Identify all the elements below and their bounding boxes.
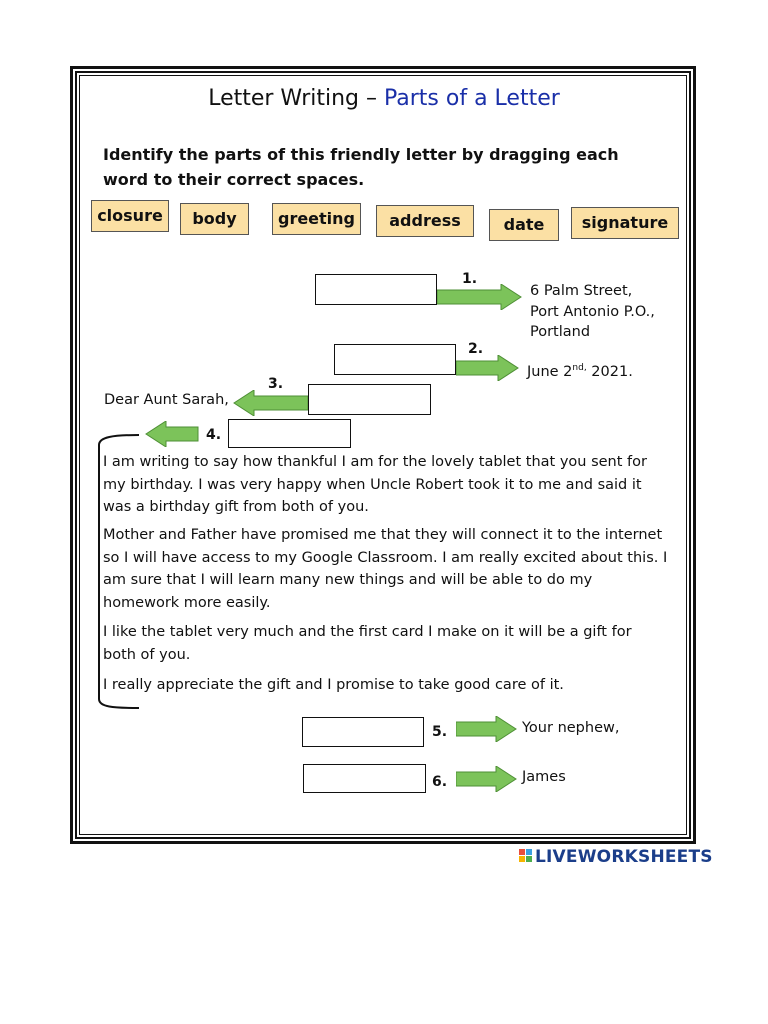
slot-number-5: 5. <box>432 724 448 740</box>
title-part-1: Letter Writing – <box>208 86 384 111</box>
logo-text: LIVEWORKSHEETS <box>535 847 713 867</box>
arrow-right-icon <box>456 355 520 381</box>
body-paragraph-2: Mother and Father have promised me that they will connect it to the internet so I will have access to my Google Classroom. I am really excited about this. I am sure that I will learn many new things and will be able to do my homework more easily. <box>103 527 668 611</box>
drop-slot-1[interactable] <box>315 274 437 305</box>
date-year: 2021. <box>586 363 633 380</box>
arrow-left-icon <box>144 421 200 447</box>
drop-slot-4[interactable] <box>228 419 351 448</box>
word-tag-body[interactable]: body <box>180 203 249 235</box>
slot-number-6: 6. <box>432 774 448 790</box>
drop-slot-5[interactable] <box>302 717 424 747</box>
instructions: Identify the parts of this friendly letter by dragging each word to their correct spaces. <box>103 145 619 189</box>
word-tag-signature[interactable]: signature <box>571 207 679 239</box>
slot-number-3: 3. <box>268 376 284 392</box>
arrow-left-icon <box>232 390 310 416</box>
slot-number-2: 2. <box>468 341 484 357</box>
closing-text: Your nephew, <box>522 720 620 736</box>
word-tag-greeting[interactable]: greeting <box>272 203 361 235</box>
drop-slot-6[interactable] <box>303 764 426 793</box>
address-line-1: 6 Palm Street, <box>530 283 633 299</box>
address-line-2: Port Antonio P.O., <box>530 304 655 320</box>
page-title <box>0 86 768 111</box>
date-main: June 2 <box>527 363 573 380</box>
body-paragraph-3: I like the tablet very much and the first card I make on it will be a gift for both of you. <box>103 624 632 663</box>
body-paragraph-1: I am writing to say how thankful I am for the lovely tablet that you sent for my birthday. I was very happy when Uncle Robert took it to me and said it was a birthday gift from both of you. <box>103 454 647 515</box>
arrow-right-icon <box>456 716 518 742</box>
liveworksheets-logo-icon <box>519 849 533 863</box>
arrow-right-icon <box>456 766 518 792</box>
address-line-3: Portland <box>530 324 591 340</box>
word-tag-closure[interactable]: closure <box>91 200 169 232</box>
drop-slot-2[interactable] <box>334 344 456 375</box>
liveworksheets-logo <box>519 847 713 867</box>
slot-number-4: 4. <box>206 427 222 443</box>
word-tag-address[interactable]: address <box>376 205 474 237</box>
title-part-2: Parts of a Letter <box>384 86 560 111</box>
slot-number-1: 1. <box>462 271 478 287</box>
body-paragraph-4: I really appreciate the gift and I promise to take good care of it. <box>103 677 564 693</box>
letter-date <box>527 358 633 383</box>
signature-text: James <box>522 769 566 785</box>
date-suffix: nd, <box>572 363 587 373</box>
greeting-text: Dear Aunt Sarah, <box>104 392 229 408</box>
arrow-right-icon <box>437 284 523 310</box>
word-tag-date[interactable]: date <box>489 209 559 241</box>
drop-slot-3[interactable] <box>308 384 431 415</box>
